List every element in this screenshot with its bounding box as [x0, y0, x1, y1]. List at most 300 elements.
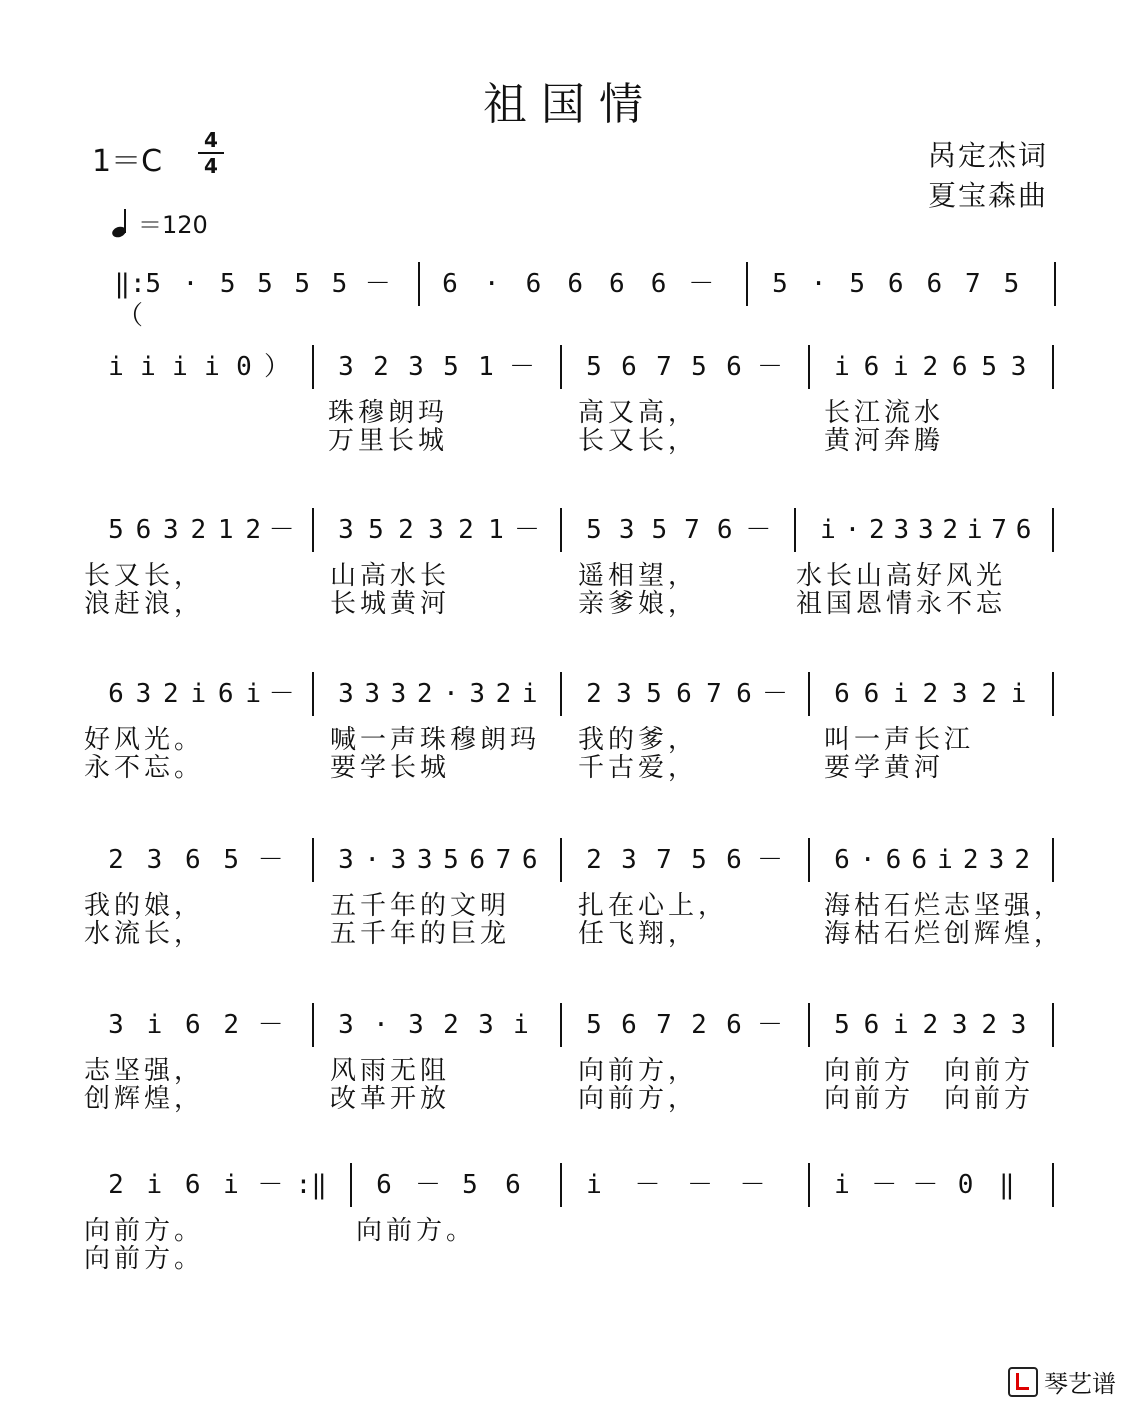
note: 2 [586, 845, 602, 875]
note: － [688, 269, 715, 299]
barline [312, 345, 314, 389]
lyric-phrase: 千古爱， [578, 753, 699, 783]
note: 7 [656, 352, 672, 382]
barline [560, 1003, 562, 1047]
barline [312, 1003, 314, 1047]
note: 2 [398, 515, 414, 545]
measure [568, 1163, 808, 1211]
note: 3 [408, 1010, 424, 1040]
note: 6 [621, 352, 637, 382]
lyric-phrase: 高又高， [578, 398, 699, 428]
lyric-phrase: 五千年的文明 [330, 891, 511, 921]
note: 0 [957, 1170, 974, 1200]
measure-row [84, 345, 1064, 393]
note: 6 [135, 515, 152, 545]
note: 2 [981, 679, 997, 709]
lyric-phrase: 水流长， [84, 919, 205, 949]
note: i [893, 1010, 909, 1040]
quarter-note-icon [112, 209, 130, 237]
barline [1052, 838, 1054, 882]
score-system [84, 262, 1064, 331]
note: 5 [981, 352, 997, 382]
note: 3 [390, 679, 407, 709]
note: i [937, 845, 953, 875]
note: 3 [163, 515, 179, 545]
credits [928, 136, 1048, 216]
measure-row [84, 262, 1064, 331]
lyrics-block [84, 1057, 1064, 1113]
barline [808, 345, 810, 389]
note: － [415, 1170, 442, 1200]
note: 5 [586, 352, 602, 382]
time-signature [198, 130, 224, 176]
note: 3 [616, 679, 632, 709]
note: 5 [443, 845, 459, 875]
lyric-phrase: 海枯石烂志坚强， [824, 891, 1065, 921]
note: · [810, 269, 827, 299]
note: :‖ [295, 1170, 327, 1200]
barline [560, 838, 562, 882]
note: 2 [458, 515, 474, 545]
note: 3 [390, 845, 407, 875]
measure [424, 262, 746, 310]
note: 1 [478, 352, 494, 382]
barline [560, 345, 562, 389]
note: 2 [223, 1010, 240, 1040]
lyric-phrase: 向前方 向前方 [824, 1084, 1035, 1114]
note: － [268, 679, 295, 709]
note: 6 [376, 1170, 392, 1200]
barline [312, 838, 314, 882]
lyric-phrase: 黄河奔腾 [824, 426, 945, 456]
lyric-phrase: 长又长， [84, 561, 205, 591]
note: 5 [834, 1010, 850, 1040]
measure [816, 1003, 1052, 1051]
score-system [84, 345, 1064, 455]
note: 6 [863, 1010, 880, 1040]
note: 5 [331, 269, 348, 299]
barline [560, 1163, 562, 1207]
time-signature-top: 4 [204, 128, 218, 152]
note: ‖ [998, 1170, 1015, 1200]
measure-row [84, 838, 1064, 886]
note: i [204, 352, 220, 382]
note: 3 [478, 1010, 494, 1040]
note: 7 [991, 515, 1007, 545]
lyricist: 呙定杰词 [927, 139, 1048, 172]
note: 3 [338, 679, 354, 709]
barline [808, 672, 810, 716]
note: 3 [1010, 1010, 1027, 1040]
note: － [912, 1170, 939, 1200]
note: i [146, 1170, 163, 1200]
note: 3 [917, 515, 934, 545]
barline [418, 262, 420, 306]
measure [754, 262, 1054, 310]
lyric-phrase: 要学长城 [330, 753, 451, 783]
note: 1 [488, 515, 504, 545]
note: 6 [469, 845, 486, 875]
note: i [893, 352, 909, 382]
score-system [84, 1003, 1064, 1113]
note: 2 [691, 1010, 707, 1040]
measure [816, 1163, 1052, 1211]
lyric-phrase: 永不忘。 [84, 753, 205, 783]
page-title: 祖国情 [483, 79, 657, 130]
lyric-phrase: 创辉煌， [84, 1084, 205, 1114]
note: 2 [495, 679, 512, 709]
barline [350, 1163, 352, 1207]
note: 3 [338, 352, 354, 382]
note: 5 [462, 1170, 478, 1200]
note: 3 [135, 679, 152, 709]
note: 5 [219, 269, 236, 299]
note: 5 [651, 515, 668, 545]
note: 5 [586, 1010, 602, 1040]
note: 3 [364, 679, 381, 709]
lyric-phrase: 我的爹， [578, 725, 699, 755]
note: i [146, 1010, 163, 1040]
lyric-phrase: 改革开放 [330, 1084, 451, 1114]
measure [90, 345, 312, 393]
note: i [893, 679, 909, 709]
note: · [182, 269, 199, 299]
measure [568, 1003, 808, 1051]
measure [90, 262, 418, 331]
barline [1054, 262, 1056, 306]
lyric-phrase: 遥相望， [578, 561, 699, 591]
lyrics-block [84, 892, 1064, 948]
measure [358, 1163, 560, 1211]
lyric-phrase: 长又长， [578, 426, 699, 456]
note: 6 [911, 845, 928, 875]
note: 6 [108, 679, 124, 709]
note: · [443, 679, 459, 709]
note: 5 [294, 269, 311, 299]
note: － [687, 1170, 714, 1200]
note: 6 [863, 352, 880, 382]
note: 3 [108, 1010, 124, 1040]
note: 7 [706, 679, 722, 709]
note: · [859, 845, 876, 875]
note: 3 [338, 515, 354, 545]
lyric-phrase: 我的娘， [84, 891, 205, 921]
lyric-phrase: 五千年的巨龙 [330, 919, 511, 949]
note: － [509, 352, 536, 382]
note: 5 [691, 352, 707, 382]
note: 0 [236, 352, 252, 382]
lyric-phrase: 亲爹娘， [578, 589, 699, 619]
watermark-text: 琴艺谱 [1044, 1370, 1116, 1398]
note: 2 [108, 1170, 124, 1200]
note: 5 [257, 269, 273, 299]
measure [816, 672, 1052, 720]
note: 2 [922, 1010, 939, 1040]
measure-row [84, 1163, 1064, 1211]
note: 3 [408, 352, 424, 382]
measure-row [84, 1003, 1064, 1051]
measure [90, 1003, 312, 1051]
lyric-phrase: 万里长城 [328, 426, 449, 456]
note: 3 [988, 845, 1005, 875]
note: 6 [834, 845, 850, 875]
note: － [757, 845, 784, 875]
note: 5 [368, 515, 384, 545]
note: 3 [469, 679, 486, 709]
note: i [172, 352, 188, 382]
watermark [1008, 1364, 1116, 1399]
measure-row [84, 508, 1064, 556]
lyric-phrase: 水长山高好风光 [796, 561, 1007, 591]
tempo-value: ＝120 [138, 211, 208, 239]
measure-row [84, 672, 1064, 720]
note: i [190, 679, 207, 709]
note: 6 [650, 269, 667, 299]
note: i [1010, 679, 1027, 709]
note: － [364, 269, 391, 299]
score-system [84, 508, 1064, 618]
note: 6 [525, 269, 542, 299]
note: i [834, 352, 850, 382]
note: 2 [108, 845, 124, 875]
note: 3 [1010, 352, 1027, 382]
measure [320, 838, 560, 886]
lyric-phrase: 山高水长 [330, 561, 451, 591]
score-system [84, 838, 1064, 948]
note: 6 [676, 679, 692, 709]
measure [568, 345, 808, 393]
note: － [757, 1010, 784, 1040]
note: 6 [726, 352, 742, 382]
note: 2 [586, 679, 602, 709]
barline [312, 672, 314, 716]
note: 6 [217, 679, 234, 709]
note: 5 [145, 269, 162, 299]
note: － [745, 515, 772, 545]
note: － [739, 1170, 766, 1200]
note: － [514, 515, 541, 545]
note: 6 [609, 269, 625, 299]
note: 2 [922, 352, 939, 382]
barline [560, 508, 562, 552]
note: 2 [416, 679, 433, 709]
barline [560, 672, 562, 716]
note: 3 [893, 515, 910, 545]
barline [312, 508, 314, 552]
lyrics-block [84, 726, 1064, 782]
lyric-phrase: 海枯石烂创辉煌， [824, 919, 1065, 949]
note: i [140, 352, 156, 382]
note: 3 [951, 679, 968, 709]
note: 2 [245, 515, 261, 545]
lyrics-block [84, 1217, 1064, 1273]
note: 6 [1015, 515, 1032, 545]
measure [90, 672, 312, 720]
measure [320, 672, 560, 720]
note: 2 [373, 352, 389, 382]
note: 5 [646, 679, 662, 709]
note: 7 [656, 845, 672, 875]
measure [568, 838, 808, 886]
note: 2 [443, 1010, 459, 1040]
barline [1052, 508, 1054, 552]
note: ‖:（ [114, 269, 146, 331]
lyric-phrase: 珠穆朗玛 [328, 398, 449, 428]
note: 6 [621, 1010, 637, 1040]
note: 6 [726, 845, 742, 875]
note: 6 [887, 269, 904, 299]
note: － [634, 1170, 661, 1200]
note: · [483, 269, 500, 299]
note: 5 [691, 845, 707, 875]
measure [90, 1163, 350, 1211]
score-system [84, 1163, 1064, 1273]
lyrics-block [84, 399, 1064, 455]
lyric-phrase: 要学黄河 [824, 753, 945, 783]
note: 5 [223, 845, 240, 875]
barline [746, 262, 748, 306]
note: 3 [951, 1010, 968, 1040]
barline [1052, 672, 1054, 716]
note: 6 [184, 845, 201, 875]
note: 6 [863, 679, 880, 709]
lyric-phrase: 好风光。 [84, 725, 205, 755]
note: 6 [736, 679, 752, 709]
note: － [871, 1170, 898, 1200]
lyric-phrase: 长江流水 [824, 398, 945, 428]
key-signature: 1＝C [92, 144, 163, 179]
note: 5 [849, 269, 865, 299]
note: 6 [442, 269, 458, 299]
note: 3 [338, 1010, 354, 1040]
measure [320, 345, 560, 393]
barline [1052, 1163, 1054, 1207]
note: i [834, 1170, 850, 1200]
measure [802, 508, 1052, 556]
barline [1052, 345, 1054, 389]
note: 2 [942, 515, 959, 545]
measure [90, 508, 312, 556]
lyric-phrase: 向前方， [578, 1056, 699, 1086]
note: 5 [586, 515, 602, 545]
lyric-phrase: 长城黄河 [330, 589, 451, 619]
note: i [245, 679, 261, 709]
lyric-phrase: 风雨无阻 [330, 1056, 451, 1086]
note: 6 [726, 1010, 742, 1040]
measure [320, 508, 560, 556]
note: － [257, 1170, 284, 1200]
lyric-phrase: 向前方 向前方 [824, 1056, 1035, 1086]
barline [808, 1163, 810, 1207]
note: 2 [962, 845, 979, 875]
score-system [84, 672, 1064, 782]
measure [568, 508, 794, 556]
lyric-phrase: 祖国恩情永不忘 [796, 589, 1007, 619]
note: 5 [108, 515, 124, 545]
note: ） [264, 352, 291, 382]
qinyipu-logo-icon [1008, 1367, 1038, 1397]
note: 7 [656, 1010, 672, 1040]
note: － [268, 515, 295, 545]
note: － [257, 1010, 284, 1040]
lyric-phrase: 向前方， [578, 1084, 699, 1114]
note: · [373, 1010, 389, 1040]
note: 5 [443, 352, 459, 382]
barline [808, 1003, 810, 1047]
note: 2 [1014, 845, 1031, 875]
note: 5 [1003, 269, 1020, 299]
note: 6 [716, 515, 733, 545]
note: 7 [965, 269, 981, 299]
time-signature-bottom: 4 [204, 154, 218, 178]
note: i [820, 515, 836, 545]
note: 2 [163, 679, 179, 709]
note: 6 [184, 1010, 201, 1040]
note: － [257, 845, 284, 875]
note: i [223, 1170, 239, 1200]
note: 6 [926, 269, 943, 299]
note: 5 [772, 269, 788, 299]
note: · [844, 515, 861, 545]
measure [816, 345, 1052, 393]
note: i [586, 1170, 602, 1200]
note: 1 [217, 515, 234, 545]
note: 3 [338, 845, 354, 875]
note: 3 [618, 515, 635, 545]
note: 7 [684, 515, 700, 545]
note: 6 [521, 845, 538, 875]
note: i [108, 352, 124, 382]
note: － [762, 679, 789, 709]
note: 6 [184, 1170, 201, 1200]
note: i [521, 679, 538, 709]
lyric-phrase: 向前方。 [84, 1216, 205, 1246]
note: 6 [567, 269, 583, 299]
measure [816, 838, 1052, 886]
measure [90, 838, 312, 886]
note: 2 [190, 515, 207, 545]
note: 6 [885, 845, 902, 875]
note: 2 [922, 679, 939, 709]
note: 6 [834, 679, 850, 709]
barline [1052, 1003, 1054, 1047]
barline [794, 508, 796, 552]
lyric-phrase: 叫一声长江 [824, 725, 975, 755]
note: i [513, 1010, 529, 1040]
note: 3 [146, 845, 163, 875]
note: 2 [869, 515, 885, 545]
measure [568, 672, 808, 720]
tempo-marking [112, 205, 208, 240]
note: 7 [495, 845, 512, 875]
note: 6 [951, 352, 968, 382]
note: i [966, 515, 983, 545]
lyric-phrase: 志坚强， [84, 1056, 205, 1086]
measure [320, 1003, 560, 1051]
lyric-phrase: 向前方。 [84, 1244, 205, 1274]
note: 3 [428, 515, 444, 545]
lyric-phrase: 喊一声珠穆朗玛 [330, 725, 541, 755]
note: 6 [505, 1170, 521, 1200]
lyrics-block [84, 562, 1064, 618]
note: 3 [621, 845, 637, 875]
lyric-phrase: 扎在心上， [578, 891, 729, 921]
composer: 夏宝森曲 [927, 179, 1048, 212]
lyric-phrase: 向前方。 [356, 1216, 477, 1246]
lyric-phrase: 浪赶浪， [84, 589, 205, 619]
note: － [757, 352, 784, 382]
note: · [364, 845, 381, 875]
